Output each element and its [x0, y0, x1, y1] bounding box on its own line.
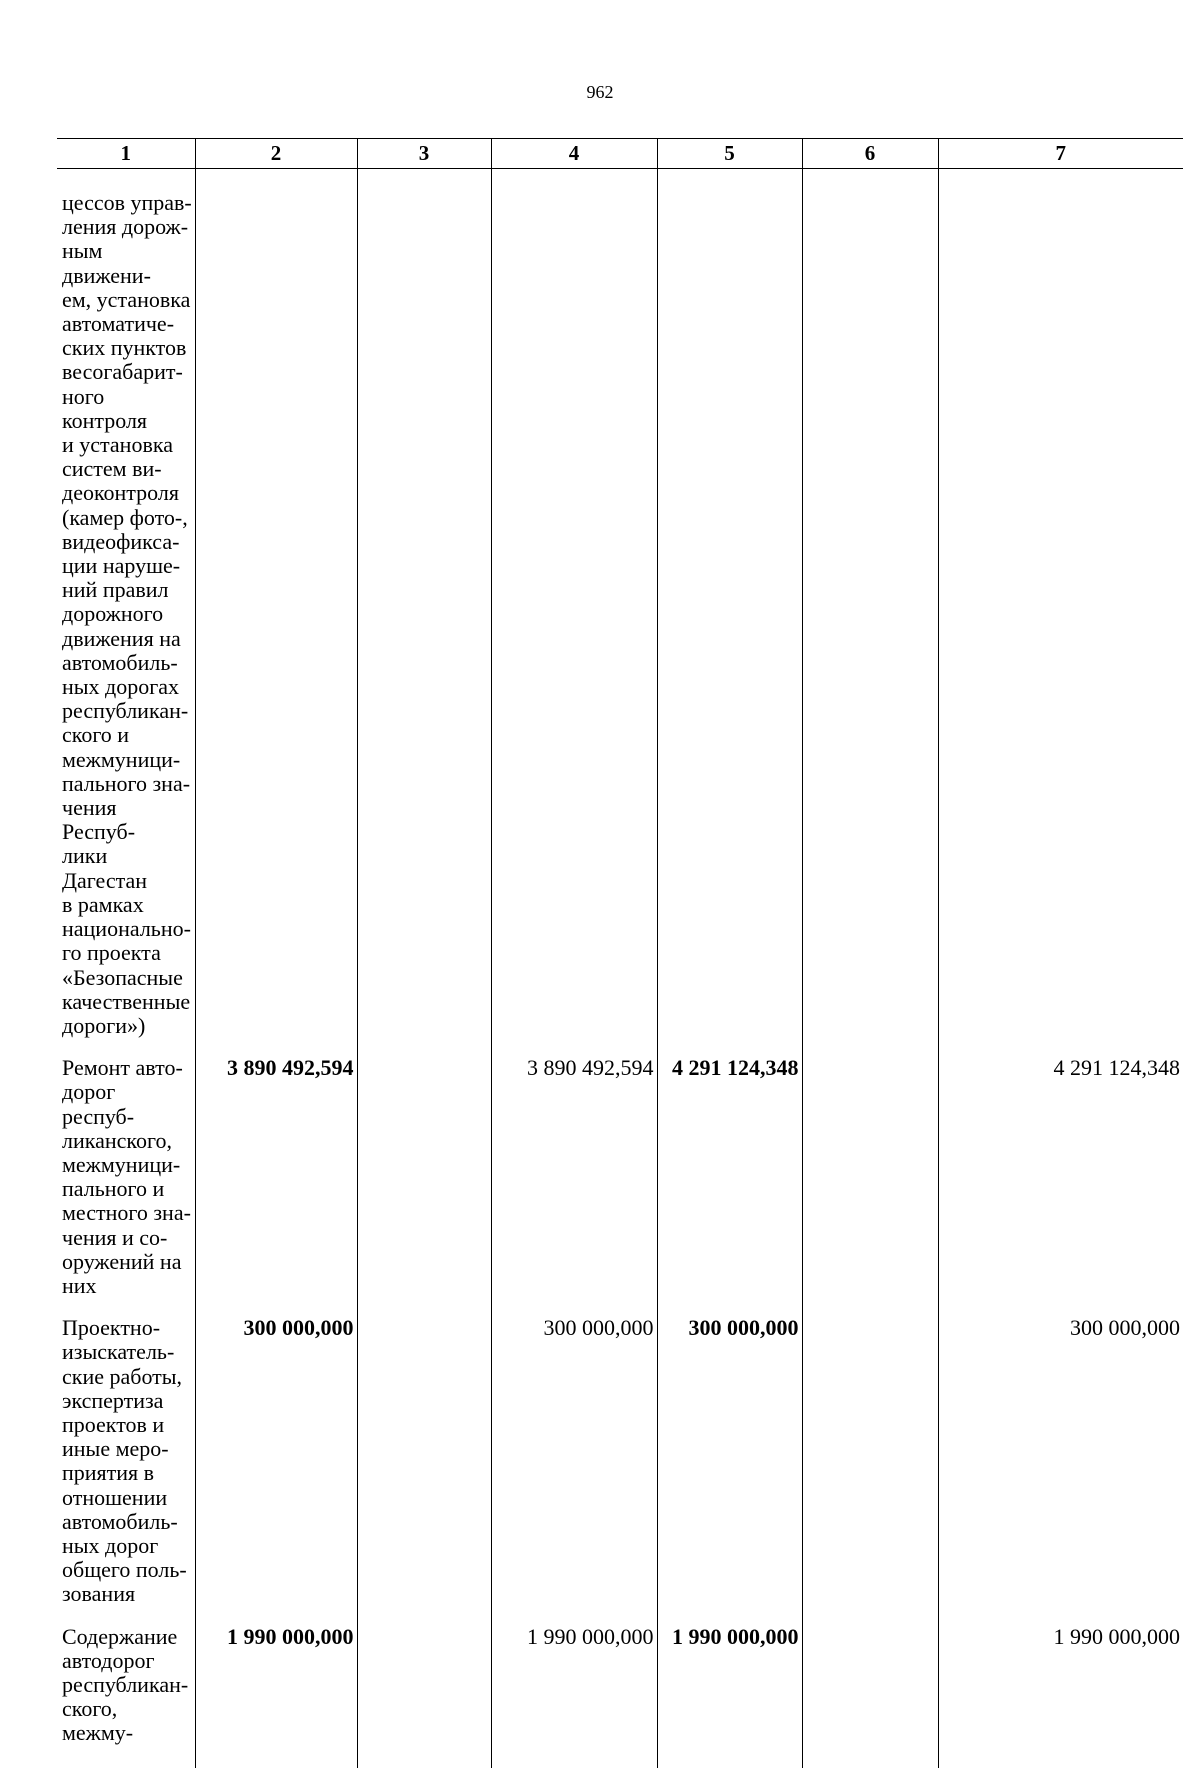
cell-col5: 4 291 124,348	[657, 1038, 802, 1298]
page-number: 962	[586, 82, 614, 102]
cell-col4: 1 990 000,000	[491, 1607, 657, 1746]
cell-col4	[491, 169, 657, 1039]
cell-col3	[357, 1298, 491, 1606]
cell-col2	[195, 169, 357, 1039]
spacer-cell	[657, 1746, 802, 1768]
budget-table	[57, 138, 1183, 1768]
cell-col6	[802, 1607, 938, 1746]
cell-col3	[357, 169, 491, 1039]
cell-col5	[657, 169, 802, 1039]
cell-col6	[802, 169, 938, 1039]
cell-col2: 3 890 492,594	[195, 1038, 357, 1298]
table-bottom-spacer	[57, 1746, 1183, 1768]
row-name: цессов управ- ления дорож- ным движени- ем, установка автоматиче- ских пунктов весогабарит- ного контроля и установка систем ви- деоконтроля (камер фото-, видеофикса- ции наруше- ний правил дорожного движения на автомобиль- ных дорогах республикан- ского и межмуници- пального зна- чения Респуб- лики Дагестан в рамках национально- го проекта «Безопасные качественные дороги»)	[57, 169, 195, 1039]
cell-col5: 300 000,000	[657, 1298, 802, 1606]
spacer-cell	[195, 1746, 357, 1768]
cell-col2: 300 000,000	[195, 1298, 357, 1606]
row-name: Проектно- изыскатель- ские работы, экспертиза проектов и иные меро- приятия в отношении автомобиль- ных дорог общего поль- зования	[57, 1298, 195, 1606]
column-header-2: 2	[195, 139, 357, 169]
cell-col7: 1 990 000,000	[938, 1607, 1183, 1746]
spacer-cell	[357, 1746, 491, 1768]
table-row	[57, 169, 1183, 1039]
cell-col7	[938, 169, 1183, 1039]
cell-col6	[802, 1298, 938, 1606]
spacer-cell	[491, 1746, 657, 1768]
cell-col2: 1 990 000,000	[195, 1607, 357, 1746]
table-row	[57, 1038, 1183, 1298]
table-row	[57, 1298, 1183, 1606]
cell-col7: 4 291 124,348	[938, 1038, 1183, 1298]
cell-col4: 300 000,000	[491, 1298, 657, 1606]
cell-col3	[357, 1607, 491, 1746]
cell-col4: 3 890 492,594	[491, 1038, 657, 1298]
spacer-cell	[802, 1746, 938, 1768]
spacer-cell	[938, 1746, 1183, 1768]
cell-col7: 300 000,000	[938, 1298, 1183, 1606]
column-header-3: 3	[357, 139, 491, 169]
cell-col3	[357, 1038, 491, 1298]
column-header-1: 1	[57, 139, 195, 169]
row-name: Ремонт авто- дорог респуб- ликанского, межмуници- пального и местного зна- чения и со- оружений на них	[57, 1038, 195, 1298]
cell-col6	[802, 1038, 938, 1298]
row-name: Содержание автодорог республикан- ского, межму-	[57, 1607, 195, 1746]
spacer-cell	[57, 1746, 195, 1768]
column-header-4: 4	[491, 139, 657, 169]
column-header-7: 7	[938, 139, 1183, 169]
table-row	[57, 1607, 1183, 1746]
header-row	[57, 139, 1183, 169]
column-header-6: 6	[802, 139, 938, 169]
column-header-5: 5	[657, 139, 802, 169]
cell-col5: 1 990 000,000	[657, 1607, 802, 1746]
